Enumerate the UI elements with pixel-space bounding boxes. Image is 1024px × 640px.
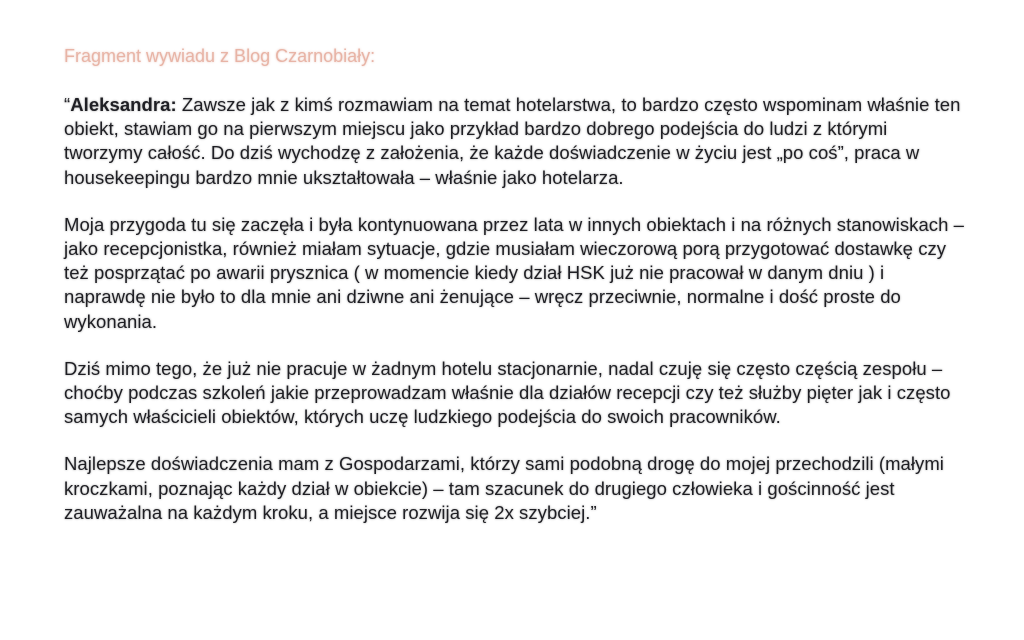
paragraph-1-text: Zawsze jak z kimś rozmawiam na temat hotelarstwa, to bardzo często wspominam właśnie ten obiekt, stawiam go na pierwszym miejscu jako przykład bardzo dobrego podejścia do ludzi z którymi tworzymy całość. Do dziś wychodzę z założenia, że każde doświadczenie w życiu jest „po coś”, praca w housekeepingu bardzo mnie ukształtowała – właśnie jako hotelarza. — [64, 94, 961, 188]
quote-open: “ — [64, 94, 71, 115]
paragraph-3: Dziś mimo tego, że już nie pracuje w żadnym hotelu stacjonarnie, nadal czuję się często częścią zespołu – choćby podczas szkoleń jakie przeprowadzam właśnie dla działów recepcji czy też służby pięter jak i często samych właścicieli obiektów, których uczę ludzkiego podejścia do swoich pracowników. — [64, 357, 951, 428]
paragraph-1 — [64, 93, 964, 190]
excerpt-heading: Fragment wywiadu z Blog Czarnobiały: — [64, 46, 376, 66]
paragraph-2: Moja przygoda tu się zaczęła i była kontynuowana przez lata w innych obiektach i na różnych stanowiskach – jako recepcjonistka, również miałam sytuacje, gdzie musiałam wieczorową porą przygotować dostawkę czy też posprzątać po awarii prysznica ( w momencie kiedy dział HSK już nie pracował w danym dniu ) i naprawdę nie było to dla mnie ani dziwne ani żenujące – wręcz przeciwnie, normalne i dość proste do wykonania. — [64, 213, 964, 332]
speaker-name: Aleksandra: — [70, 94, 177, 115]
interview-excerpt — [64, 44, 964, 548]
paragraph-4: Najlepsze doświadczenia mam z Gospodarzami, którzy sami podobną drogę do mojej przechodzili (małymi kroczkami, poznając każdy dział w obiekcie) – tam szacunek do drugiego człowieka i gościnność jest zauważalna na każdym kroku, a miejsce rozwija się 2x szybciej.” — [64, 453, 944, 523]
